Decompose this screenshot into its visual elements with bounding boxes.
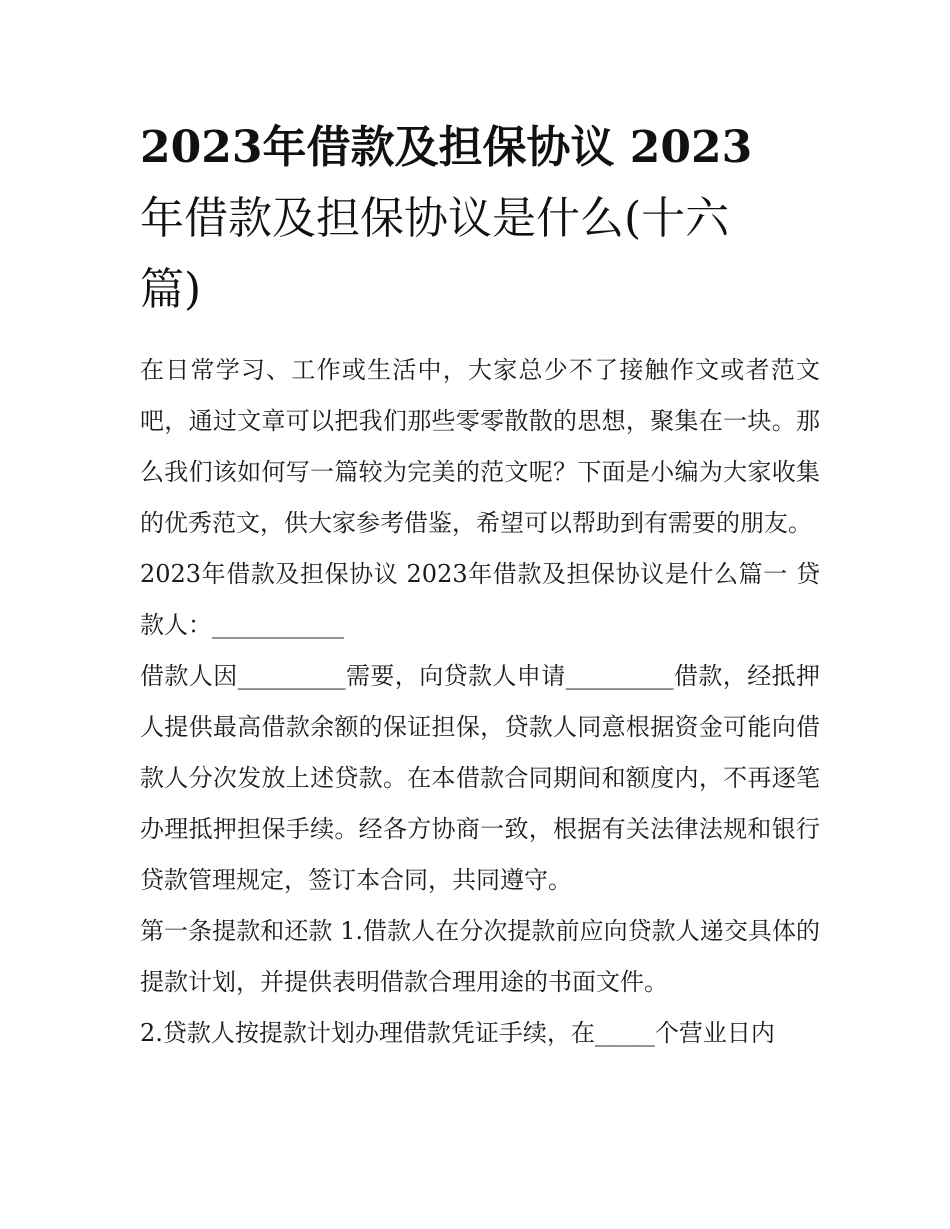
title-line-3: 篇) [140,264,202,315]
title-line-1: 2023年借款及担保协议 2023 [140,122,753,173]
section-heading-paragraph: 2023年借款及担保协议 2023年借款及担保协议是什么篇一 贷款人：___________ [140,560,820,639]
title-line-2: 年借款及担保协议是什么(十六 [140,193,730,244]
intro-paragraph: 在日常学习、工作或生活中，大家总少不了接触作文或者范文吧，通过文章可以把我们那些零零散散的思想，聚集在一块。那么我们该如何写一篇较为完美的范文呢？下面是小编为大家收集的优秀范文，供大家参考借鉴，希望可以帮助到有需要的朋友。 [140,356,820,537]
article-one-paragraph: 第一条提款和还款 1.借款人在分次提款前应向贷款人递交具体的提款计划，并提供表明借款合理用途的书面文件。 [140,917,820,996]
document-page [140,112,820,1059]
article-one-item-two: 2.贷款人按提款计划办理借款凭证手续，在_____个营业日内 [140,1019,775,1047]
borrower-paragraph: 借款人因_________需要，向贷款人申请_________借款，经抵押人提供最高借款余额的保证担保，贷款人同意根据资金可能向借款人分次发放上述贷款。在本借款合同期间和额度内，不再逐笔办理抵押担保手续。经各方协商一致，根据有关法律法规和银行贷款管理规定，签订本合同，共同遵守。 [140,662,820,894]
document-title [140,112,820,325]
